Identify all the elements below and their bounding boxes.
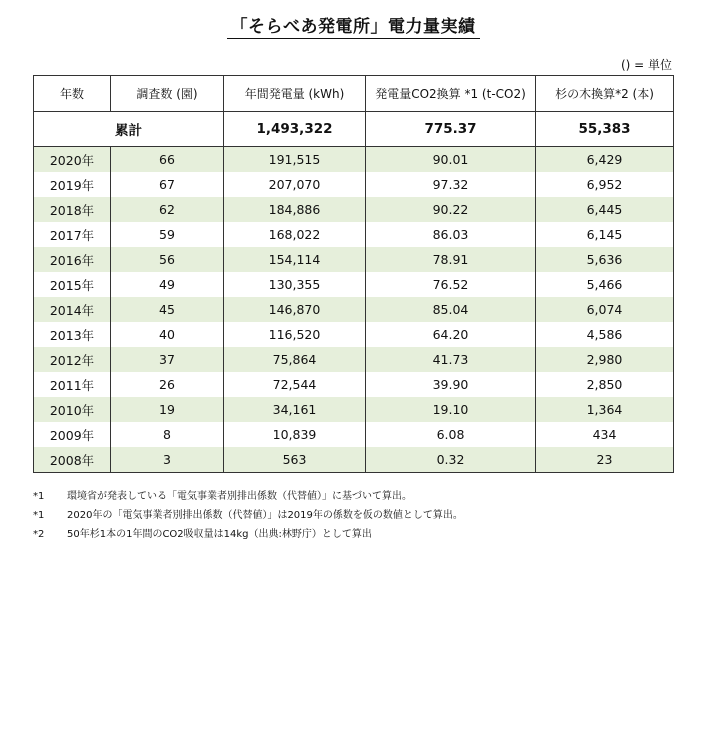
header-year: 年数 <box>34 76 111 112</box>
footnote <box>33 525 463 544</box>
total-trees: 55,383 <box>536 112 674 147</box>
cell-kwh: 146,870 <box>224 297 366 322</box>
cell-trees: 5,466 <box>536 272 674 297</box>
cell-co2: 90.22 <box>366 197 536 222</box>
cell-co2: 90.01 <box>366 147 536 173</box>
cell-year: 2018年 <box>34 197 111 222</box>
unit-note: () = 単位 <box>620 58 672 72</box>
cell-trees: 6,074 <box>536 297 674 322</box>
footnote-text: 環境省が発表している「電気事業者別排出係数（代替値）」に基づいて算出。 <box>67 491 412 502</box>
cell-year: 2013年 <box>34 322 111 347</box>
cell-year: 2019年 <box>34 172 111 197</box>
cell-co2: 78.91 <box>366 247 536 272</box>
cell-year: 2012年 <box>34 347 111 372</box>
table-row <box>34 147 674 173</box>
footnote <box>33 487 463 506</box>
cell-trees: 6,429 <box>536 147 674 173</box>
cell-count: 8 <box>111 422 224 447</box>
cell-trees: 4,586 <box>536 322 674 347</box>
cell-co2: 64.20 <box>366 322 536 347</box>
cell-trees: 2,850 <box>536 372 674 397</box>
cell-count: 3 <box>111 447 224 473</box>
results-table <box>33 75 674 473</box>
cell-co2: 76.52 <box>366 272 536 297</box>
cell-kwh: 184,886 <box>224 197 366 222</box>
cell-year: 2020年 <box>34 147 111 173</box>
cell-co2: 19.10 <box>366 397 536 422</box>
cell-count: 49 <box>111 272 224 297</box>
cell-year: 2009年 <box>34 422 111 447</box>
cell-year: 2014年 <box>34 297 111 322</box>
cell-trees: 1,364 <box>536 397 674 422</box>
page-title <box>0 12 706 37</box>
cell-year: 2016年 <box>34 247 111 272</box>
cell-kwh: 168,022 <box>224 222 366 247</box>
cell-co2: 41.73 <box>366 347 536 372</box>
cell-trees: 23 <box>536 447 674 473</box>
cell-count: 40 <box>111 322 224 347</box>
footnote-text: 50年杉1本の1年間のCO2吸収量は14kg（出典:林野庁）として算出 <box>67 529 372 540</box>
cell-count: 45 <box>111 297 224 322</box>
total-row <box>34 112 674 147</box>
footnote-mark: *1 <box>33 491 45 502</box>
total-label: 累計 <box>34 112 224 147</box>
total-co2: 775.37 <box>366 112 536 147</box>
table-row <box>34 247 674 272</box>
cell-kwh: 72,544 <box>224 372 366 397</box>
header-count: 調査数 (園) <box>111 76 224 112</box>
cell-kwh: 75,864 <box>224 347 366 372</box>
cell-year: 2008年 <box>34 447 111 473</box>
footnote-mark: *2 <box>33 529 45 540</box>
cell-count: 66 <box>111 147 224 173</box>
cell-year: 2010年 <box>34 397 111 422</box>
header-trees: 杉の木換算*2 (本) <box>536 76 674 112</box>
table-row <box>34 422 674 447</box>
total-kwh: 1,493,322 <box>224 112 366 147</box>
cell-year: 2011年 <box>34 372 111 397</box>
footnote-mark: *1 <box>33 510 45 521</box>
cell-count: 59 <box>111 222 224 247</box>
cell-count: 62 <box>111 197 224 222</box>
table-row <box>34 297 674 322</box>
cell-count: 37 <box>111 347 224 372</box>
header-co2: 発電量CO2換算 *1 (t-CO2) <box>366 76 536 112</box>
year-rows <box>34 147 674 473</box>
cell-co2: 86.03 <box>366 222 536 247</box>
cell-year: 2017年 <box>34 222 111 247</box>
cell-kwh: 10,839 <box>224 422 366 447</box>
table-row <box>34 222 674 247</box>
cell-kwh: 207,070 <box>224 172 366 197</box>
cell-co2: 0.32 <box>366 447 536 473</box>
cell-count: 19 <box>111 397 224 422</box>
table-row <box>34 272 674 297</box>
cell-trees: 2,980 <box>536 347 674 372</box>
footnotes <box>33 487 463 544</box>
cell-co2: 85.04 <box>366 297 536 322</box>
footnote-text: 2020年の「電気事業者別排出係数（代替値）」は2019年の係数を仮の数値として算出。 <box>67 510 463 521</box>
cell-kwh: 563 <box>224 447 366 473</box>
cell-count: 67 <box>111 172 224 197</box>
cell-kwh: 130,355 <box>224 272 366 297</box>
footnote <box>33 506 463 525</box>
cell-co2: 6.08 <box>366 422 536 447</box>
cell-trees: 434 <box>536 422 674 447</box>
table-row <box>34 197 674 222</box>
table-row <box>34 347 674 372</box>
cell-kwh: 34,161 <box>224 397 366 422</box>
cell-trees: 5,636 <box>536 247 674 272</box>
cell-kwh: 116,520 <box>224 322 366 347</box>
cell-trees: 6,145 <box>536 222 674 247</box>
cell-co2: 97.32 <box>366 172 536 197</box>
cell-count: 26 <box>111 372 224 397</box>
table-row <box>34 447 674 473</box>
header-row <box>34 76 674 112</box>
cell-co2: 39.90 <box>366 372 536 397</box>
cell-trees: 6,445 <box>536 197 674 222</box>
table-row <box>34 322 674 347</box>
table-row <box>34 397 674 422</box>
cell-year: 2015年 <box>34 272 111 297</box>
table-row <box>34 172 674 197</box>
cell-trees: 6,952 <box>536 172 674 197</box>
page-title-text: 「そらべあ発電所」電力量実績 <box>227 17 480 39</box>
table-row <box>34 372 674 397</box>
header-kwh: 年間発電量 (kWh) <box>224 76 366 112</box>
cell-kwh: 191,515 <box>224 147 366 173</box>
cell-kwh: 154,114 <box>224 247 366 272</box>
cell-count: 56 <box>111 247 224 272</box>
